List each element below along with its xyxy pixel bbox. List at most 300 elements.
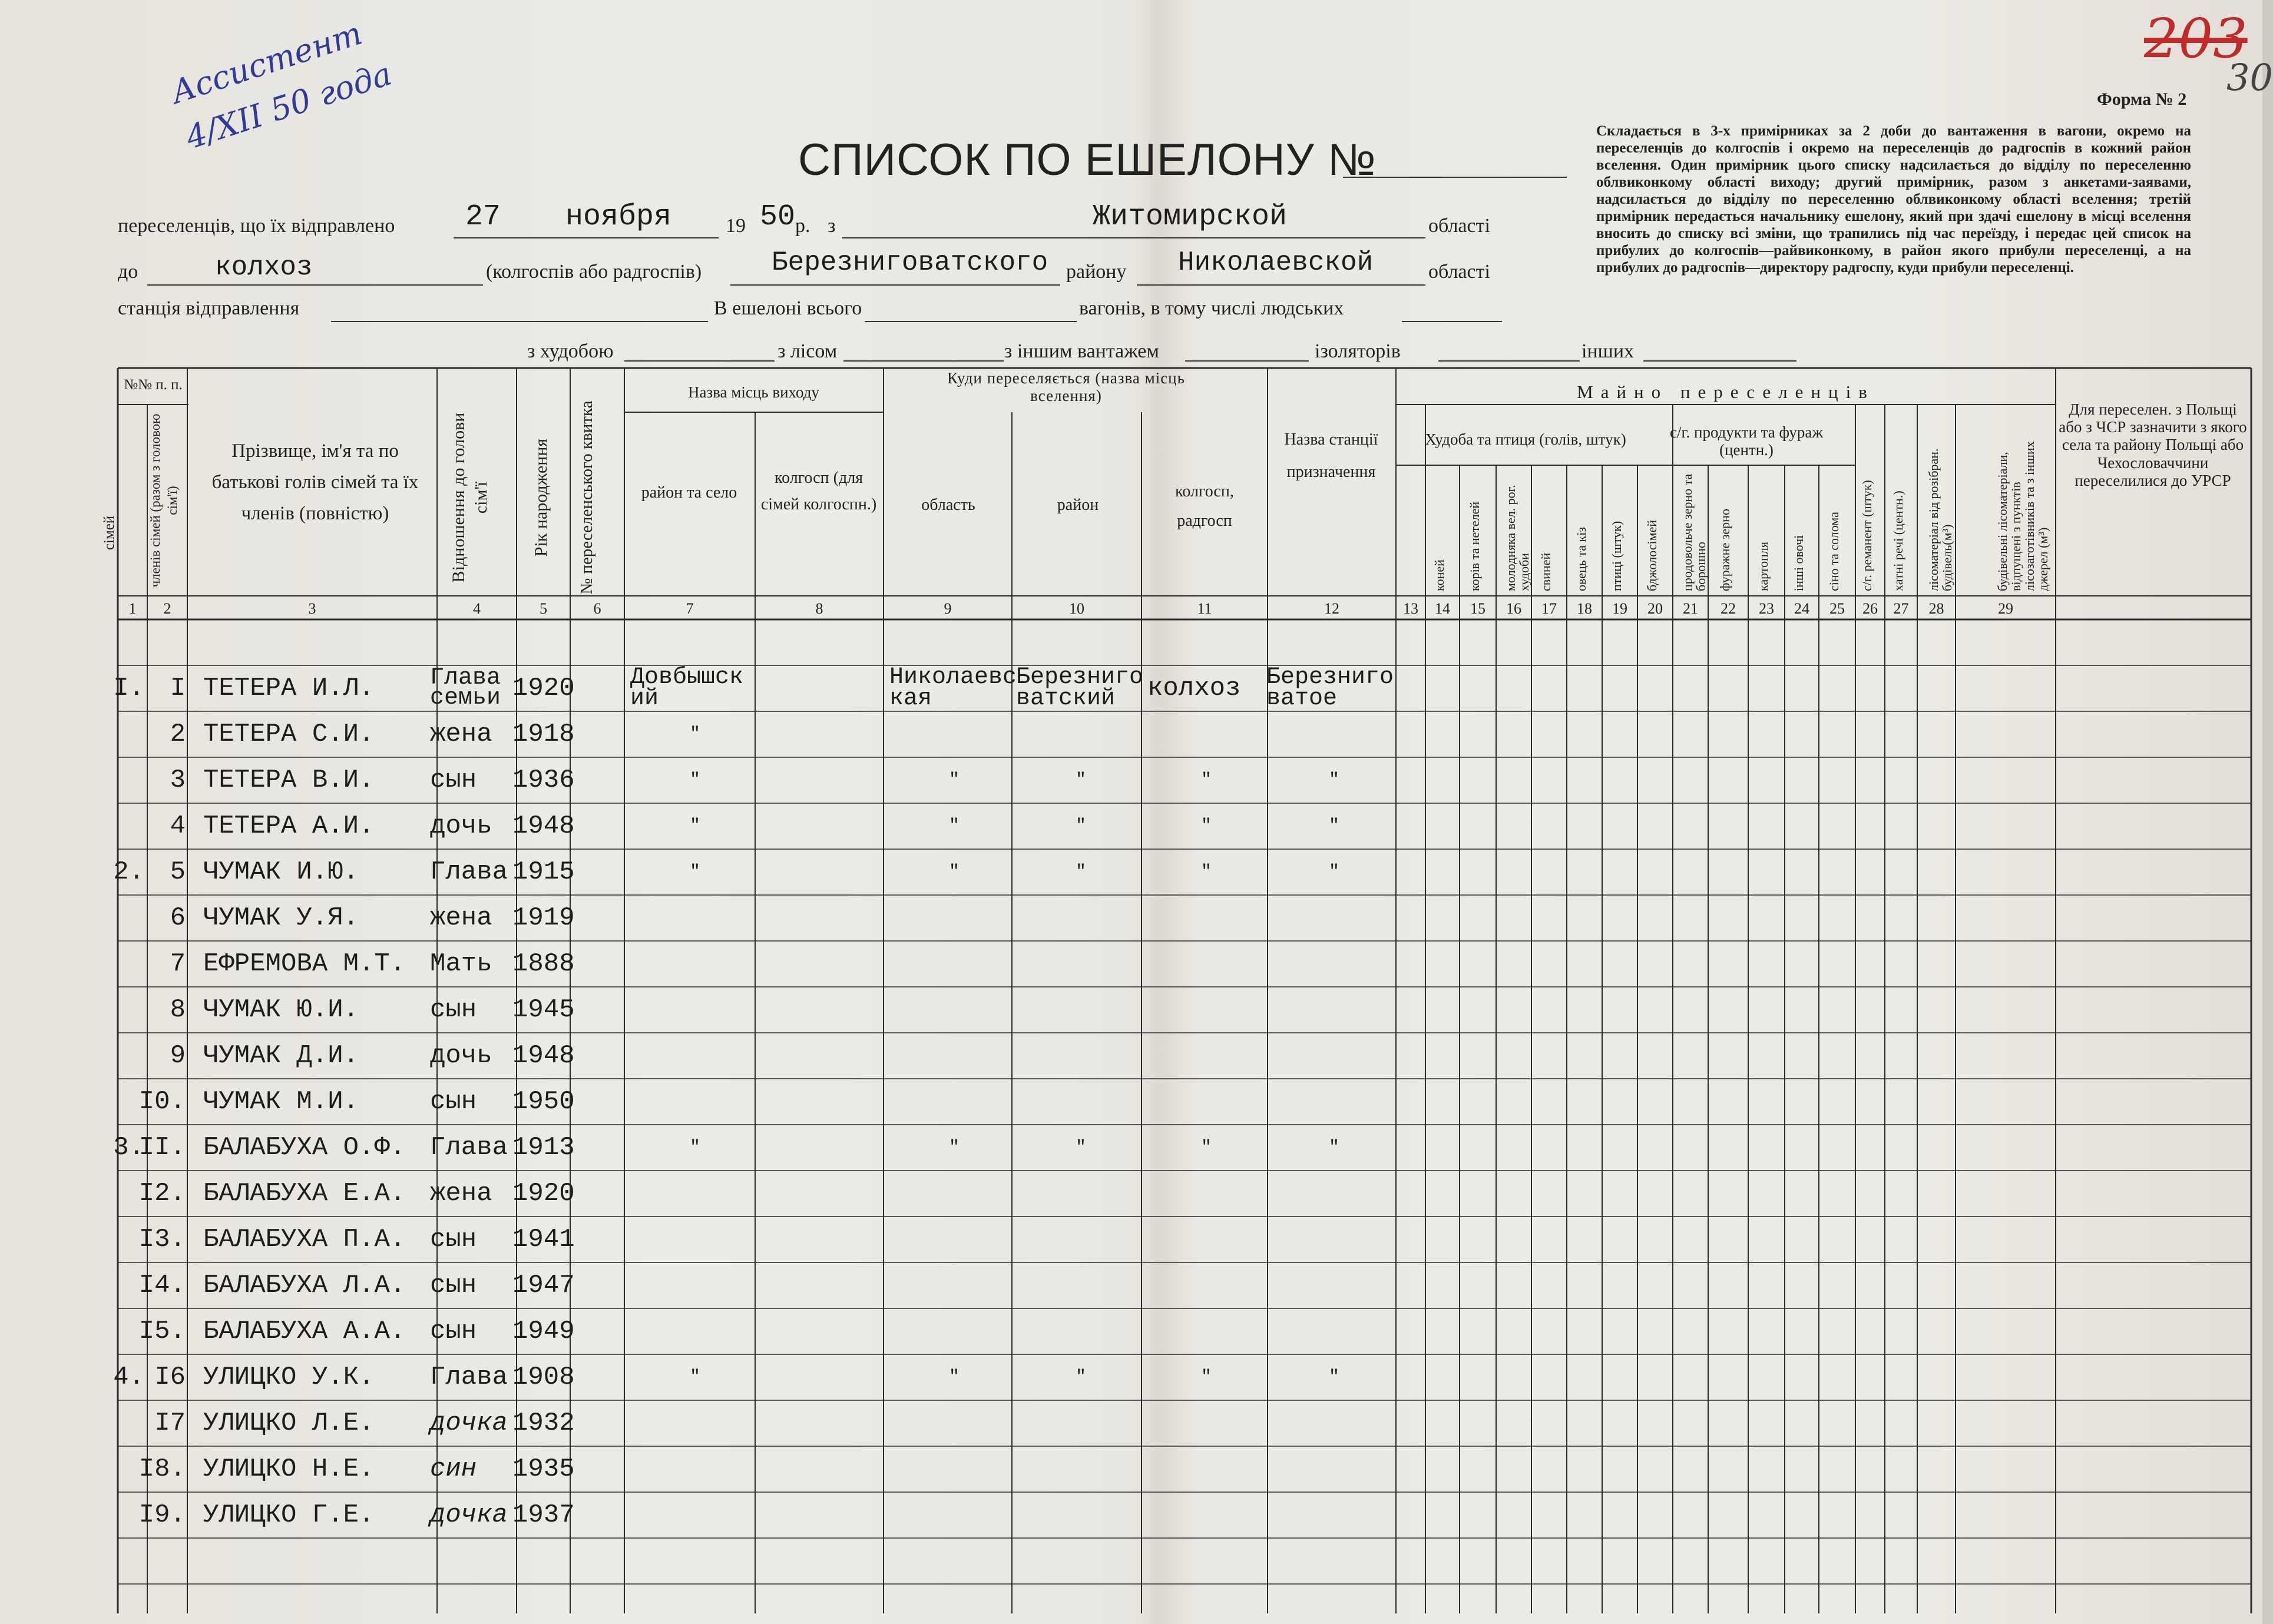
family-number bbox=[88, 895, 144, 941]
to-kolkhoz: колхоз bbox=[215, 252, 313, 283]
dest-kolkhoz bbox=[1147, 1308, 1265, 1354]
column-number: 7 bbox=[686, 600, 694, 617]
person-name: УЛИЦКО Н.Е. bbox=[203, 1454, 375, 1484]
dest-oblast bbox=[889, 1033, 1019, 1079]
person-name: ЧУМАК Д.И. bbox=[203, 1041, 359, 1070]
col-name: Прізвище, ім'я та по батькові голів сімей та їх членів (повністю) bbox=[211, 440, 419, 524]
dest-kolkhoz bbox=[1147, 1262, 1265, 1308]
dest-station: " bbox=[1328, 1138, 1339, 1158]
relation: сын bbox=[430, 1317, 477, 1346]
relation: сын bbox=[430, 765, 477, 795]
member-number: I4. bbox=[138, 1271, 186, 1300]
archive-number: 203 bbox=[2144, 7, 2248, 70]
origin-raion: " bbox=[689, 816, 700, 836]
table-row bbox=[0, 803, 2262, 849]
dest-oblast bbox=[889, 1400, 1019, 1446]
col-pigs: свиней bbox=[1539, 552, 1553, 591]
column-number: 22 bbox=[1721, 600, 1736, 617]
col-poland-note: Для переселен. з Польщі або з ЧСР зазначити з якого села та району Польщі або Чехословаччини переселилися до УРСР bbox=[2059, 400, 2247, 489]
family-number bbox=[88, 1262, 144, 1308]
instructions-text: Складається в 3-х примірниках за 2 доби до вантаження в вагони, окремо на переселенців до колгоспів і окремо на переселенців до радгоспів в кожний район вселення. Один примірник цього списку надсилається до відділу по переселенню облвиконкому області виходу; другий примірник, разом з анкетами-заявами, надсилається до відділу по переселенню облвиконкому області вселення; третій примірник передається начальнику ешелону, який при здачі ешелону в місці вселення вносить до списку всі зміни, що трапились під час переїзду, і передає цей список на прибулих до колгоспів—райвиконкому, в район якого прибули переселенці, а на прибулих до радгоспів—директору радгоспу, куди прибули переселенці. bbox=[1596, 123, 2191, 276]
person-name: УЛИЦКО Г.Е. bbox=[203, 1500, 375, 1530]
dest-oblast bbox=[889, 1217, 1019, 1262]
dest-station: " bbox=[1328, 862, 1339, 882]
dest-kolkhoz: " bbox=[1200, 770, 1212, 790]
column-number: 3 bbox=[308, 600, 316, 617]
table-row bbox=[0, 1492, 2262, 1538]
table-row bbox=[0, 1262, 2262, 1308]
dest-station bbox=[1266, 1400, 1402, 1446]
col-station: Назва станції призначення bbox=[1284, 430, 1378, 481]
birth-year: 1947 bbox=[512, 1271, 575, 1300]
col-origin-group: Назва місць виходу bbox=[688, 383, 819, 401]
column-number: 19 bbox=[1612, 600, 1627, 617]
col-building-timber: будівельні лісоматеріали, відпущені з пунктів лісозаготівників та з інших джерел (м³) bbox=[1995, 441, 2051, 591]
origin-raion bbox=[630, 1079, 760, 1125]
relation: Глава bbox=[430, 1363, 508, 1392]
dest-oblast: Николаевская bbox=[889, 664, 1017, 712]
origin-raion bbox=[630, 1217, 760, 1262]
family-number bbox=[88, 1446, 144, 1492]
dest-kolkhoz bbox=[1147, 895, 1265, 941]
column-number: 23 bbox=[1759, 600, 1774, 617]
col-horses: коней bbox=[1432, 559, 1447, 591]
family-number bbox=[88, 711, 144, 757]
member-number: I0. bbox=[138, 1087, 186, 1116]
table-row bbox=[0, 1308, 2262, 1354]
dest-station: " bbox=[1328, 1367, 1339, 1387]
origin-raion bbox=[630, 941, 760, 987]
dest-kolkhoz: " bbox=[1200, 816, 1212, 836]
dest-station bbox=[1266, 1308, 1402, 1354]
person-name: ЧУМАК У.Я. bbox=[203, 903, 359, 933]
column-number: 16 bbox=[1506, 600, 1521, 617]
column-number: 27 bbox=[1893, 600, 1909, 617]
column-number: 11 bbox=[1197, 600, 1212, 617]
family-number: 4. bbox=[113, 1363, 144, 1392]
column-number: 28 bbox=[1928, 600, 1944, 617]
member-number: 2 bbox=[170, 720, 186, 749]
dest-kolkhoz bbox=[1147, 1400, 1265, 1446]
birth-year: 1913 bbox=[512, 1133, 575, 1162]
table-row bbox=[0, 757, 2262, 803]
relation: син bbox=[430, 1454, 477, 1484]
birth-year: 1948 bbox=[512, 1041, 575, 1070]
origin-raion: " bbox=[689, 1138, 700, 1158]
relation: дочка bbox=[430, 1500, 508, 1530]
member-number: 6 bbox=[170, 903, 186, 933]
dest-station bbox=[1266, 1262, 1402, 1308]
dest-raion bbox=[1016, 1492, 1146, 1538]
dest-raion bbox=[1016, 1446, 1146, 1492]
col-fodder: фуражне зерно bbox=[1718, 509, 1732, 591]
person-name: УЛИЦКО У.К. bbox=[203, 1363, 375, 1392]
col-livestock-group: Худоба та птиця (голів, штук) bbox=[1425, 430, 1626, 448]
column-number: 9 bbox=[944, 600, 952, 617]
dest-oblast: " bbox=[948, 862, 960, 882]
origin-raion bbox=[630, 1308, 760, 1354]
family-number bbox=[88, 1171, 144, 1217]
family-number bbox=[88, 941, 144, 987]
dest-kolkhoz bbox=[1147, 1079, 1265, 1125]
col-hay: сіно та солома bbox=[1827, 512, 1841, 591]
birth-year: 1920 bbox=[512, 1179, 575, 1208]
table-row bbox=[0, 849, 2262, 895]
dest-oblast bbox=[889, 1171, 1019, 1217]
birth-year: 1915 bbox=[512, 857, 575, 887]
column-number: 29 bbox=[1998, 600, 2013, 617]
dest-raion: " bbox=[1075, 1138, 1086, 1158]
col-grain: продовольче зерно та борошно bbox=[1680, 473, 1709, 591]
col-poultry: птиці (штук) bbox=[1609, 521, 1624, 591]
member-number: 9 bbox=[170, 1041, 186, 1070]
column-number: 4 bbox=[473, 600, 481, 617]
column-number: 10 bbox=[1069, 600, 1084, 617]
col-property-group: Майно переселенців bbox=[1577, 382, 1875, 402]
dest-oblast: " bbox=[948, 1138, 960, 1158]
column-number: 21 bbox=[1683, 600, 1698, 617]
birth-year: 1936 bbox=[512, 765, 575, 795]
dest-station bbox=[1266, 1217, 1402, 1262]
cattle-label: з худобою bbox=[527, 340, 614, 362]
relation: дочь bbox=[430, 1041, 492, 1070]
relation: жена bbox=[430, 903, 492, 933]
member-number: II. bbox=[138, 1133, 186, 1162]
relation: сын bbox=[430, 1271, 477, 1300]
person-name: ТЕТЕРА В.И. bbox=[203, 765, 375, 795]
corner-handwritten-note: Ассистент 4/XII 50 года bbox=[166, 14, 396, 157]
dest-oblast bbox=[889, 895, 1019, 941]
dest-raion bbox=[1016, 1400, 1146, 1446]
dest-raion: " bbox=[1075, 816, 1086, 836]
person-name: БАЛАБУХА А.А. bbox=[203, 1317, 406, 1346]
family-number bbox=[88, 1079, 144, 1125]
dest-station bbox=[1266, 1033, 1402, 1079]
birth-year: 1932 bbox=[512, 1408, 575, 1438]
dest-kolkhoz bbox=[1147, 1446, 1265, 1492]
dest-raion bbox=[1016, 1217, 1146, 1262]
dest-station: " bbox=[1328, 816, 1339, 836]
dest-oblast bbox=[889, 1308, 1019, 1354]
dest-oblast: " bbox=[948, 770, 960, 790]
timber-label: з лісом bbox=[777, 340, 838, 362]
dest-kolkhoz bbox=[1147, 1033, 1265, 1079]
dest-raion bbox=[1016, 1171, 1146, 1217]
member-number: I3. bbox=[138, 1225, 186, 1254]
dest-station: Березниговатое bbox=[1266, 664, 1394, 712]
dest-raion: " bbox=[1075, 1367, 1086, 1387]
column-number: 13 bbox=[1403, 600, 1418, 617]
dest-kolkhoz bbox=[1147, 1217, 1265, 1262]
birth-year: 1950 bbox=[512, 1087, 575, 1116]
dest-station bbox=[1266, 711, 1402, 757]
member-number: 8 bbox=[170, 995, 186, 1025]
dest-station bbox=[1266, 895, 1402, 941]
family-number: 2. bbox=[113, 857, 144, 887]
family-number: I. bbox=[113, 674, 144, 703]
dest-kolkhoz bbox=[1147, 1492, 1265, 1538]
dest-raion bbox=[1016, 1033, 1146, 1079]
dest-kolkhoz: колхоз bbox=[1147, 674, 1241, 703]
departure-month: ноября bbox=[565, 200, 672, 234]
table-row bbox=[0, 665, 2262, 711]
dest-station bbox=[1266, 941, 1402, 987]
dest-raion bbox=[1016, 711, 1146, 757]
dest-oblast: " bbox=[948, 816, 960, 836]
birth-year: 1945 bbox=[512, 995, 575, 1025]
relation: сын bbox=[430, 1225, 477, 1254]
origin-raion: Довбышский bbox=[630, 664, 744, 712]
year-prefix: 19 bbox=[726, 215, 746, 237]
family-number bbox=[88, 1492, 144, 1538]
column-number: 5 bbox=[540, 600, 547, 617]
table-row bbox=[0, 711, 2262, 757]
birth-year: 1920 bbox=[512, 674, 575, 703]
member-number: I2. bbox=[138, 1179, 186, 1208]
birth-year: 1941 bbox=[512, 1225, 575, 1254]
header-line1-prefix: переселенців, що їх відправлено bbox=[118, 215, 395, 237]
person-name: ТЕТЕРА С.И. bbox=[203, 720, 375, 749]
table-row bbox=[0, 1400, 2262, 1446]
dest-oblast: " bbox=[948, 1367, 960, 1387]
dest-kolkhoz bbox=[1147, 941, 1265, 987]
column-number: 15 bbox=[1470, 600, 1485, 617]
person-name: ЧУМАК Ю.И. bbox=[203, 995, 359, 1025]
col-produce-group: с/г. продукти та фураж (центн.) bbox=[1669, 423, 1823, 459]
person-name: ЧУМАК И.Ю. bbox=[203, 857, 359, 887]
relation: сын bbox=[430, 1087, 477, 1116]
col-origin-kolkhoz: колгосп (для сімей колгоспн.) bbox=[760, 469, 877, 513]
dest-station: " bbox=[1328, 770, 1339, 790]
col-dest-raion: район bbox=[1057, 496, 1099, 514]
relation: дочка bbox=[430, 1408, 508, 1438]
dest-station bbox=[1266, 1079, 1402, 1125]
family-number bbox=[88, 1033, 144, 1079]
origin-raion: " bbox=[689, 1367, 700, 1387]
col-bees: бджолосімей bbox=[1645, 519, 1659, 591]
col-sheep: овець та кіз bbox=[1574, 527, 1589, 591]
col-dest-group: Куди переселяється (назва місць вселення) bbox=[947, 369, 1185, 405]
person-name: ТЕТЕРА И.Л. bbox=[203, 674, 375, 703]
col-inventory: с/г. реманент (штук) bbox=[1860, 480, 1874, 591]
isolators-label: ізоляторів bbox=[1315, 340, 1401, 362]
member-number: I bbox=[170, 674, 186, 703]
person-name: ЧУМАК М.И. bbox=[203, 1087, 359, 1116]
table-row bbox=[0, 1079, 2262, 1125]
column-number: 14 bbox=[1435, 600, 1450, 617]
member-number: I6 bbox=[154, 1363, 186, 1392]
table-row bbox=[0, 1033, 2262, 1079]
form-label: Форма № 2 bbox=[2097, 90, 2187, 109]
dest-kolkhoz: " bbox=[1200, 1367, 1212, 1387]
page-title: СПИСОК ПО ЕШЕЛОНУ № bbox=[798, 135, 1377, 185]
dest-raion: " bbox=[1075, 862, 1086, 882]
dest-station bbox=[1266, 1492, 1402, 1538]
person-name: ЕФРЕМОВА М.Т. bbox=[203, 949, 406, 979]
to-raion: Березниговатского bbox=[772, 247, 1048, 278]
table-row bbox=[0, 987, 2262, 1033]
dest-oblast bbox=[889, 1446, 1019, 1492]
member-number: I9. bbox=[138, 1500, 186, 1530]
from-oblast: Житомирской bbox=[1093, 200, 1288, 234]
col-members: членів сімей (разом з головою сім'ї) bbox=[148, 413, 180, 588]
person-name: УЛИЦКО Л.Е. bbox=[203, 1408, 375, 1438]
col-young-cattle: молодняка вел. рог. худоби bbox=[1503, 485, 1532, 591]
dest-kolkhoz: " bbox=[1200, 1138, 1212, 1158]
dest-oblast bbox=[889, 987, 1019, 1033]
origin-raion: " bbox=[689, 770, 700, 790]
dest-raion bbox=[1016, 941, 1146, 987]
member-number: I7 bbox=[154, 1408, 186, 1438]
column-number: 25 bbox=[1829, 600, 1845, 617]
year-suffix: 50 bbox=[760, 200, 796, 234]
dest-oblast bbox=[889, 941, 1019, 987]
person-name: БАЛАБУХА Л.А. bbox=[203, 1271, 406, 1300]
relation: Глава bbox=[430, 1133, 508, 1162]
col-ticket: № переселенського квитка bbox=[577, 400, 596, 595]
table-row bbox=[0, 895, 2262, 941]
column-number: 17 bbox=[1541, 600, 1557, 617]
dest-kolkhoz bbox=[1147, 987, 1265, 1033]
dest-raion bbox=[1016, 1308, 1146, 1354]
origin-raion bbox=[630, 1446, 760, 1492]
table-row bbox=[0, 1217, 2262, 1262]
column-number: 18 bbox=[1577, 600, 1592, 617]
col-families: сімей bbox=[101, 515, 117, 551]
relation: жена bbox=[430, 720, 492, 749]
relation: Глава семьи bbox=[430, 665, 501, 711]
column-number: 6 bbox=[593, 600, 601, 617]
table-row bbox=[0, 1125, 2262, 1171]
oblast-word: області bbox=[1428, 215, 1490, 237]
member-number: 3 bbox=[170, 765, 186, 795]
col-dest-kolkhoz: колгосп, радгосп bbox=[1175, 482, 1234, 531]
departure-day: 27 bbox=[465, 200, 501, 234]
family-number bbox=[88, 987, 144, 1033]
person-name: ТЕТЕРА А.И. bbox=[203, 811, 375, 841]
column-number: 12 bbox=[1324, 600, 1339, 617]
origin-raion bbox=[630, 987, 760, 1033]
column-number: 2 bbox=[163, 600, 171, 617]
origin-raion bbox=[630, 1171, 760, 1217]
column-number: 1 bbox=[128, 600, 137, 617]
family-number bbox=[88, 1400, 144, 1446]
origin-raion bbox=[630, 1400, 760, 1446]
birth-year: 1918 bbox=[512, 720, 575, 749]
station-label: станція відправлення bbox=[118, 297, 300, 319]
origin-raion bbox=[630, 1033, 760, 1079]
dest-station bbox=[1266, 1171, 1402, 1217]
to-prep: до bbox=[118, 261, 138, 283]
column-number: 8 bbox=[815, 600, 823, 617]
relation: Глава bbox=[430, 857, 508, 887]
col-relation: Відношення до голови сім'ї bbox=[449, 412, 491, 583]
others-label: інших bbox=[1581, 340, 1635, 362]
dest-oblast bbox=[889, 1079, 1019, 1125]
table-row bbox=[0, 1354, 2262, 1400]
col-birth-year: Рік народження bbox=[531, 438, 551, 557]
person-name: БАЛАБУХА П.А. bbox=[203, 1225, 406, 1254]
birth-year: 1935 bbox=[512, 1454, 575, 1484]
table-row bbox=[0, 941, 2262, 987]
dest-raion bbox=[1016, 895, 1146, 941]
member-number: 7 bbox=[170, 949, 186, 979]
birth-year: 1888 bbox=[512, 949, 575, 979]
dest-raion bbox=[1016, 987, 1146, 1033]
column-number: 20 bbox=[1647, 600, 1663, 617]
col-potatoes: картопля bbox=[1756, 541, 1771, 591]
col-nn: №№ п. п. bbox=[124, 377, 183, 393]
col-household: хатні речі (центн.) bbox=[1890, 490, 1905, 591]
origin-raion: " bbox=[689, 862, 700, 882]
col-origin-raion: район та село bbox=[641, 483, 737, 502]
dest-raion bbox=[1016, 1079, 1146, 1125]
birth-year: 1908 bbox=[512, 1363, 575, 1392]
birth-year: 1919 bbox=[512, 903, 575, 933]
column-number: 26 bbox=[1862, 600, 1878, 617]
relation: жена bbox=[430, 1179, 492, 1208]
origin-raion bbox=[630, 1492, 760, 1538]
oblast-word2: області bbox=[1428, 261, 1490, 283]
member-number: I5. bbox=[138, 1317, 186, 1346]
dest-kolkhoz bbox=[1147, 711, 1265, 757]
family-number: 3. bbox=[113, 1133, 144, 1162]
other-cargo-label: з іншим вантажем bbox=[1004, 340, 1159, 362]
family-number bbox=[88, 803, 144, 849]
to-oblast: Николаевской bbox=[1178, 247, 1374, 278]
dest-oblast bbox=[889, 1492, 1019, 1538]
relation: Мать bbox=[430, 949, 492, 979]
dest-raion bbox=[1016, 1262, 1146, 1308]
col-timber-dismantled: лісоматеріал від розібран. будівель(м³) bbox=[1925, 448, 1954, 591]
person-name: БАЛАБУХА Е.А. bbox=[203, 1179, 406, 1208]
family-number bbox=[88, 1217, 144, 1262]
archive-number-sub: 30 bbox=[2226, 56, 2273, 99]
col-vegetables: інші овочі bbox=[1791, 535, 1806, 591]
col-cows: корів та нетелей bbox=[1467, 501, 1482, 591]
person-name: БАЛАБУХА О.Ф. bbox=[203, 1133, 406, 1162]
origin-raion bbox=[630, 1262, 760, 1308]
column-number: 24 bbox=[1794, 600, 1809, 617]
kolkhoz-note: (колгоспів або радгоспів) bbox=[486, 261, 702, 283]
table-row bbox=[0, 1171, 2262, 1217]
origin-raion: " bbox=[689, 724, 700, 744]
birth-year: 1937 bbox=[512, 1500, 575, 1530]
dest-kolkhoz bbox=[1147, 1171, 1265, 1217]
relation: дочь bbox=[430, 811, 492, 841]
member-number: 5 bbox=[170, 857, 186, 887]
family-number bbox=[88, 1308, 144, 1354]
dest-station bbox=[1266, 987, 1402, 1033]
birth-year: 1949 bbox=[512, 1317, 575, 1346]
member-number: 4 bbox=[170, 811, 186, 841]
dest-oblast bbox=[889, 711, 1019, 757]
echelon-label: В ешелоні всього bbox=[714, 297, 862, 319]
year-unit: р. bbox=[795, 215, 810, 237]
dest-raion: Березниговатский bbox=[1016, 664, 1144, 712]
table-row bbox=[0, 1446, 2262, 1492]
family-number bbox=[88, 757, 144, 803]
dest-oblast bbox=[889, 1262, 1019, 1308]
dest-kolkhoz: " bbox=[1200, 862, 1212, 882]
from-prep: з bbox=[828, 215, 836, 237]
relation: сын bbox=[430, 995, 477, 1025]
dest-raion: " bbox=[1075, 770, 1086, 790]
origin-raion bbox=[630, 895, 760, 941]
birth-year: 1948 bbox=[512, 811, 575, 841]
col-dest-oblast: область bbox=[921, 496, 975, 514]
wagons-label: вагонів, в тому числі людських bbox=[1079, 297, 1344, 319]
